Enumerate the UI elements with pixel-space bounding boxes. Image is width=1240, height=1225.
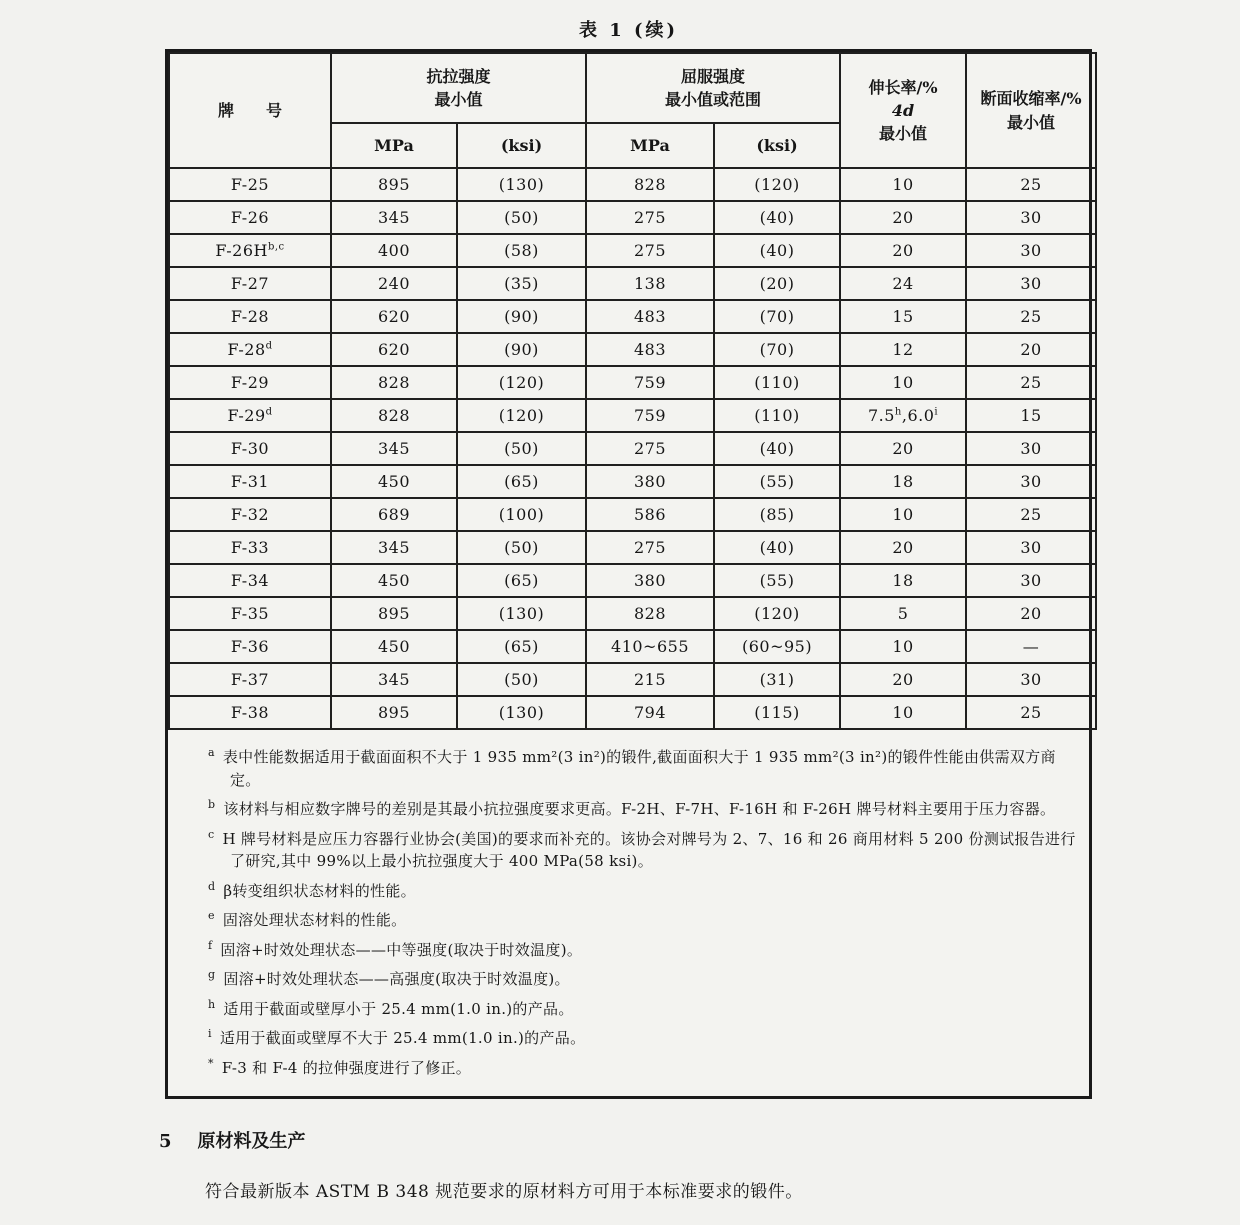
grade-footnote-superscript: b,c <box>267 241 285 253</box>
body-paragraph: 符合最新版本 ASTM B 348 规范要求的原材料方可用于本标准要求的锻件。 <box>205 1182 803 1202</box>
footnote-marker: f <box>208 938 213 952</box>
cell-tensile-ksi: (130) <box>457 696 586 729</box>
cell-reduction-of-area: 30 <box>966 531 1096 564</box>
cell-tensile-ksi: (120) <box>457 399 586 432</box>
cell-elongation: 24 <box>840 267 966 300</box>
table-title: 表 1 (续) <box>578 20 679 41</box>
cell-reduction-of-area: 25 <box>966 300 1096 333</box>
cell-elongation: 18 <box>840 465 966 498</box>
grade-label: F-35 <box>230 604 270 623</box>
footnote-marker: h <box>208 997 216 1011</box>
cell-yield-ksi: (115) <box>714 696 840 729</box>
footnote-item <box>208 1057 1077 1080</box>
table-row <box>169 201 1096 234</box>
header-yield-strength <box>586 53 840 123</box>
cell-tensile-ksi: (90) <box>457 333 586 366</box>
cell-grade <box>169 333 331 366</box>
grade-footnote-superscript: d <box>265 406 273 418</box>
table-row <box>169 399 1096 432</box>
footnote-marker: g <box>208 968 216 981</box>
table-row <box>169 630 1096 663</box>
grade-label: F-25 <box>230 175 270 194</box>
cell-yield-mpa: 275 <box>586 201 714 234</box>
cell-yield-ksi: (40) <box>714 234 840 267</box>
footnote-text: F-3 和 F-4 的拉伸强度进行了修正。 <box>221 1058 472 1077</box>
cell-reduction-of-area: 25 <box>966 168 1096 201</box>
cell-grade <box>169 168 331 201</box>
cell-grade <box>169 267 331 300</box>
cell-tensile-mpa: 895 <box>331 696 457 729</box>
cell-elongation: 10 <box>840 498 966 531</box>
footnote-text: H 牌号材料是应压力容器行业协会(美国)的要求而补充的。该协会对牌号为 2、7、16 和 26 商用材料 5 200 份测试报告进行了研究,其中 99%以上最小抗拉强度大于 400 MPa(58 ksi)。 <box>222 829 1076 870</box>
grade-label: F-34 <box>230 571 270 590</box>
footnote-marker: e <box>208 909 215 922</box>
footnote-marker: d <box>208 879 216 893</box>
cell-elongation: 5 <box>840 597 966 630</box>
cell-tensile-ksi: (50) <box>457 663 586 696</box>
cell-tensile-mpa: 450 <box>331 564 457 597</box>
section-heading <box>159 1127 1092 1153</box>
cell-grade <box>169 597 331 630</box>
cell-grade <box>169 531 331 564</box>
cell-elongation: 18 <box>840 564 966 597</box>
cell-tensile-mpa: 828 <box>331 366 457 399</box>
cell-reduction-of-area: 30 <box>966 234 1096 267</box>
cell-grade <box>169 498 331 531</box>
grade-label: F-28 <box>230 307 270 326</box>
footnote-text: 表中性能数据适用于截面面积不大于 1 935 mm²(3 in²)的锻件,截面面积大于 1 935 mm²(3 in²)的锻件性能由供需双方商定。 <box>222 748 1056 789</box>
cell-yield-mpa: 794 <box>586 696 714 729</box>
cell-grade <box>169 465 331 498</box>
cell-elongation: 7.5$^h$,6.0$^i$ <box>840 399 966 432</box>
table-row <box>169 663 1096 696</box>
footnote-text: 适用于截面或壁厚小于 25.4 mm(1.0 in.)的产品。 <box>223 999 574 1018</box>
cell-yield-mpa: 759 <box>586 366 714 399</box>
header-yield-line2: 最小值或范围 <box>665 90 762 109</box>
cell-yield-ksi: (20) <box>714 267 840 300</box>
grade-label: F-36 <box>230 637 270 656</box>
footnote-text: 该材料与相应数字牌号的差别是其最小抗拉强度要求更高。F-2H、F-7H、F-16H 和 F-26H 牌号材料主要用于压力容器。 <box>223 800 1056 818</box>
cell-grade <box>169 300 331 333</box>
cell-tensile-mpa: 400 <box>331 234 457 267</box>
header-reduction-line2: 最小值 <box>1007 112 1056 132</box>
cell-tensile-mpa: 345 <box>331 432 457 465</box>
cell-grade <box>169 399 331 432</box>
cell-yield-ksi: (70) <box>714 333 840 366</box>
cell-tensile-mpa: 345 <box>331 531 457 564</box>
cell-yield-mpa: 483 <box>586 300 714 333</box>
cell-yield-ksi: (40) <box>714 201 840 234</box>
cell-yield-mpa: 828 <box>586 597 714 630</box>
cell-tensile-ksi: (50) <box>457 531 586 564</box>
cell-reduction-of-area: 20 <box>966 597 1096 630</box>
cell-yield-mpa: 380 <box>586 564 714 597</box>
cell-grade <box>169 234 331 267</box>
cell-reduction-of-area: 20 <box>966 333 1096 366</box>
cell-grade <box>169 432 331 465</box>
header-reduction-of-area <box>966 53 1096 168</box>
cell-elongation: 12 <box>840 333 966 366</box>
table-box <box>165 49 1092 1099</box>
table-body <box>169 168 1096 729</box>
table-row <box>169 465 1096 498</box>
cell-yield-ksi: (110) <box>714 399 840 432</box>
cell-yield-mpa: 483 <box>586 333 714 366</box>
cell-tensile-mpa: 895 <box>331 597 457 630</box>
cell-tensile-mpa: 450 <box>331 465 457 498</box>
footnote-marker: a <box>208 746 215 759</box>
grade-label: F-29 <box>230 373 270 392</box>
grade-label: F-30 <box>230 439 270 458</box>
cell-tensile-mpa: 345 <box>331 663 457 696</box>
cell-tensile-ksi: (58) <box>457 234 586 267</box>
footnote-item <box>208 968 1077 991</box>
cell-tensile-mpa: 620 <box>331 300 457 333</box>
table-row <box>169 300 1096 333</box>
footnote-item <box>208 998 1077 1021</box>
footnote-text: β转变组织状态材料的性能。 <box>223 881 416 900</box>
footnote-text: 固溶处理状态材料的性能。 <box>222 911 407 929</box>
cell-tensile-ksi: (120) <box>457 366 586 399</box>
grade-label: F-31 <box>230 472 270 491</box>
cell-tensile-ksi: (35) <box>457 267 586 300</box>
cell-yield-ksi: (60~95) <box>714 630 840 663</box>
table-row <box>169 432 1096 465</box>
cell-yield-ksi: (31) <box>714 663 840 696</box>
grade-label: F-27 <box>230 274 270 293</box>
header-elongation-line2: 4d <box>891 100 915 120</box>
cell-reduction-of-area: 30 <box>966 564 1096 597</box>
cell-reduction-of-area: 25 <box>966 366 1096 399</box>
cell-yield-ksi: (85) <box>714 498 840 531</box>
table-row <box>169 267 1096 300</box>
cell-yield-mpa: 410~655 <box>586 630 714 663</box>
cell-reduction-of-area: 30 <box>966 465 1096 498</box>
spec-table <box>168 52 1097 730</box>
cell-tensile-ksi: (65) <box>457 465 586 498</box>
table-row <box>169 564 1096 597</box>
cell-yield-ksi: (120) <box>714 168 840 201</box>
cell-tensile-ksi: (130) <box>457 168 586 201</box>
cell-elongation: 15 <box>840 300 966 333</box>
cell-elongation: 10 <box>840 366 966 399</box>
footnote-item <box>208 880 1077 903</box>
cell-tensile-mpa: 345 <box>331 201 457 234</box>
cell-reduction-of-area: 25 <box>966 498 1096 531</box>
cell-yield-ksi: (110) <box>714 366 840 399</box>
header-tensile-ksi: (ksi) <box>457 123 586 168</box>
cell-tensile-ksi: (130) <box>457 597 586 630</box>
cell-yield-ksi: (55) <box>714 564 840 597</box>
cell-elongation: 10 <box>840 630 966 663</box>
cell-grade <box>169 564 331 597</box>
footnote-text: 固溶+时效处理状态——中等强度(取决于时效温度)。 <box>220 940 583 959</box>
grade-label: F-33 <box>230 538 270 557</box>
cell-yield-mpa: 215 <box>586 663 714 696</box>
header-elongation-line3: 最小值 <box>879 124 928 144</box>
cell-reduction-of-area: 15 <box>966 399 1096 432</box>
table-row <box>169 333 1096 366</box>
table-row <box>169 234 1096 267</box>
cell-grade <box>169 663 331 696</box>
header-tensile-strength <box>331 53 586 123</box>
header-elongation <box>840 53 966 168</box>
footnote-item <box>208 828 1077 873</box>
cell-elongation: 20 <box>840 234 966 267</box>
footnote-item <box>208 909 1077 932</box>
header-tensile-line1: 抗拉强度 <box>426 66 491 86</box>
table-row <box>169 531 1096 564</box>
table-row <box>169 597 1096 630</box>
cell-tensile-mpa: 620 <box>331 333 457 366</box>
cell-yield-ksi: (40) <box>714 432 840 465</box>
cell-tensile-mpa: 689 <box>331 498 457 531</box>
grade-label: F-29 <box>227 406 266 425</box>
cell-yield-mpa: 759 <box>586 399 714 432</box>
cell-yield-mpa: 275 <box>586 432 714 465</box>
cell-tensile-ksi: (100) <box>457 498 586 531</box>
cell-yield-mpa: 275 <box>586 234 714 267</box>
footnote-item <box>208 1027 1077 1050</box>
header-elongation-line1: 伸长率/% <box>868 77 938 97</box>
cell-yield-ksi: (70) <box>714 300 840 333</box>
grade-label: F-26 <box>230 208 270 227</box>
cell-reduction-of-area: 30 <box>966 267 1096 300</box>
cell-tensile-ksi: (90) <box>457 300 586 333</box>
cell-yield-ksi: (40) <box>714 531 840 564</box>
cell-yield-ksi: (55) <box>714 465 840 498</box>
table-header <box>169 53 1096 168</box>
footnote-item <box>208 939 1077 962</box>
header-yield-ksi: (ksi) <box>714 123 840 168</box>
cell-elongation: 10 <box>840 696 966 729</box>
header-reduction-line1: 断面收缩率/% <box>980 89 1082 109</box>
table-row <box>169 498 1096 531</box>
cell-elongation: 20 <box>840 531 966 564</box>
cell-grade <box>169 201 331 234</box>
cell-grade <box>169 696 331 729</box>
footnote-marker: b <box>208 798 216 811</box>
cell-elongation: 20 <box>840 663 966 696</box>
grade-label: F-38 <box>230 703 270 722</box>
header-tensile-mpa: MPa <box>331 123 457 168</box>
footnote-marker: i <box>208 1027 212 1040</box>
table-row <box>169 168 1096 201</box>
cell-elongation: 10 <box>840 168 966 201</box>
cell-tensile-ksi: (65) <box>457 564 586 597</box>
cell-tensile-ksi: (50) <box>457 432 586 465</box>
cell-elongation: 20 <box>840 432 966 465</box>
cell-reduction-of-area: 30 <box>966 663 1096 696</box>
grade-footnote-superscript: d <box>265 340 273 352</box>
cell-tensile-ksi: (65) <box>457 630 586 663</box>
cell-elongation: 20 <box>840 201 966 234</box>
footnote-item <box>208 746 1077 791</box>
footnote-text: 固溶+时效处理状态——高强度(取决于时效温度)。 <box>223 970 570 988</box>
cell-tensile-mpa: 895 <box>331 168 457 201</box>
table-row <box>169 366 1096 399</box>
footnote-marker: * <box>208 1056 214 1070</box>
cell-grade <box>169 630 331 663</box>
cell-tensile-ksi: (50) <box>457 201 586 234</box>
cell-tensile-mpa: 828 <box>331 399 457 432</box>
cell-tensile-mpa: 240 <box>331 267 457 300</box>
grade-label: F-26H <box>215 241 268 260</box>
cell-reduction-of-area: 30 <box>966 432 1096 465</box>
cell-reduction-of-area: 25 <box>966 696 1096 729</box>
cell-reduction-of-area: — <box>966 630 1096 663</box>
footnote-item <box>208 798 1077 821</box>
cell-yield-mpa: 138 <box>586 267 714 300</box>
header-yield-line1: 屈服强度 <box>681 66 746 86</box>
section-number: 5 <box>159 1131 172 1152</box>
grade-label: F-37 <box>230 670 270 689</box>
cell-tensile-mpa: 450 <box>331 630 457 663</box>
cell-yield-mpa: 586 <box>586 498 714 531</box>
cell-yield-mpa: 275 <box>586 531 714 564</box>
footnote-text: 适用于截面或壁厚不大于 25.4 mm(1.0 in.)的产品。 <box>219 1029 586 1047</box>
table-row <box>169 696 1096 729</box>
grade-label: F-28 <box>227 340 266 359</box>
footnotes-section <box>168 730 1089 1096</box>
cell-yield-ksi: (120) <box>714 597 840 630</box>
section-title: 原材料及生产 <box>197 1131 306 1152</box>
header-grade: 牌 号 <box>169 53 331 168</box>
cell-reduction-of-area: 30 <box>966 201 1096 234</box>
cell-grade <box>169 366 331 399</box>
footnote-marker: c <box>208 827 215 841</box>
cell-yield-mpa: 380 <box>586 465 714 498</box>
header-yield-mpa: MPa <box>586 123 714 168</box>
cell-yield-mpa: 828 <box>586 168 714 201</box>
grade-label: F-32 <box>230 505 270 524</box>
header-tensile-line2: 最小值 <box>434 90 483 109</box>
